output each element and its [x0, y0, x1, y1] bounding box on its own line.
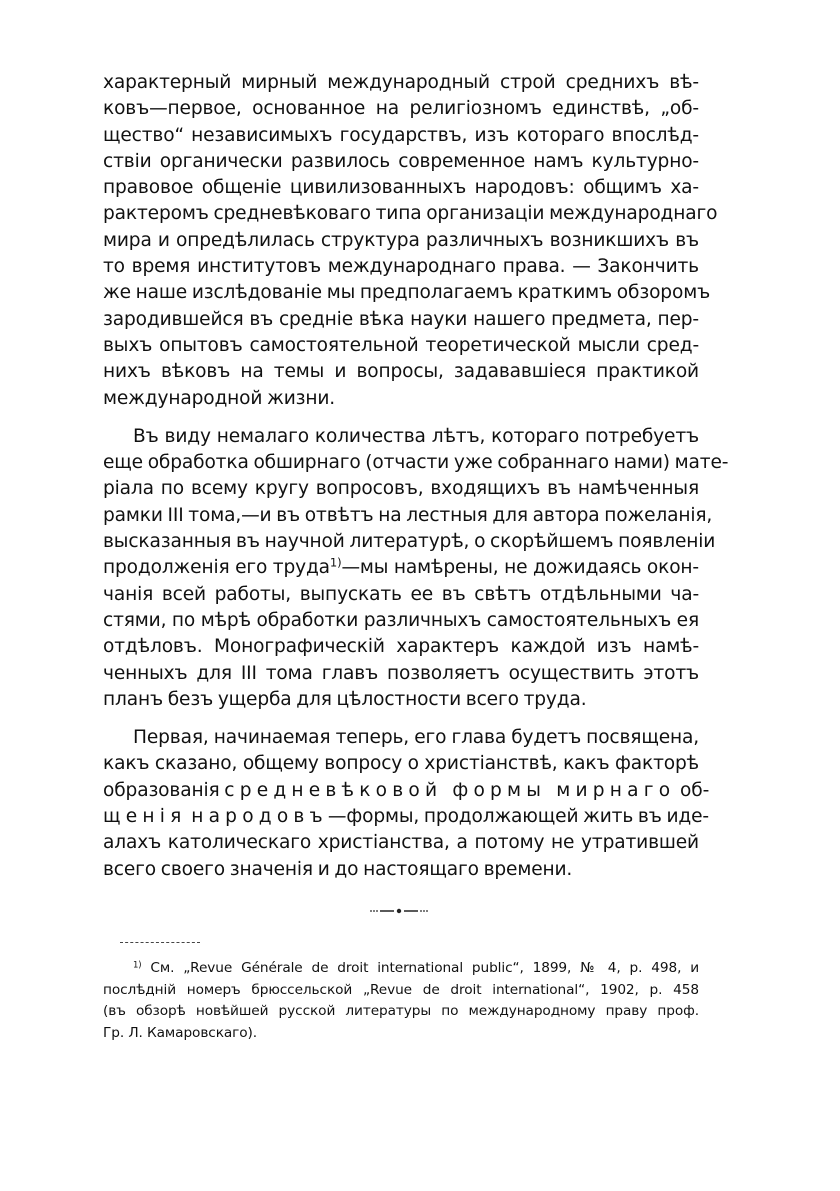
- paragraph-1: [103, 70, 718, 412]
- text-line: Первая, начинаемая теперь, его глава будетъ посвящена,: [133, 727, 699, 749]
- text-line-spaced: [103, 804, 709, 830]
- section-end-ornament: [368, 904, 430, 916]
- footnote-marker: 1): [133, 960, 142, 971]
- text-fragment: продолженія его труда: [103, 557, 330, 579]
- text-line: зародившейся въ средніе вѣка науки нашего предмета, пер-: [103, 308, 699, 330]
- text-line: высказанныя въ научной литературѣ, о скорѣйшемъ появленіи: [103, 531, 716, 553]
- paragraph-2: [103, 424, 729, 713]
- text-line: отдѣловъ. Монографическій характеръ каждой изъ намѣ-: [103, 636, 699, 658]
- footnote-line: Гр. Л. Камаровскаго).: [103, 1025, 258, 1042]
- text-line: стями, по мѣрѣ обработки различныхъ самостоятельныхъ ея: [103, 609, 699, 631]
- footnotes: [103, 958, 699, 1045]
- text-line: чанія всей работы, выпускать ее въ свѣтъ отдѣльными ча-: [103, 583, 699, 605]
- text-line: характерный мирный международный строй среднихъ вѣ-: [103, 72, 699, 93]
- text-line: же наше изслѣдованіе мы предполагаемъ краткимъ обзоромъ: [103, 282, 711, 304]
- text-fragment: —формы, продолжающей жить въ иде-: [327, 806, 709, 828]
- text-line: еще обработка обширнаго (отчасти уже собраннаго нами) мате-: [103, 452, 729, 474]
- ornament-icon: [368, 904, 430, 916]
- footnote-line: (въ обзорѣ новѣйшей русской литературы по международному праву проф.: [103, 1003, 699, 1020]
- text-line: планъ безъ ущерба для цѣлостности всего труда.: [103, 688, 587, 710]
- footnote-line: [103, 958, 699, 980]
- text-line: выхъ опытовъ самостоятельной теоретической мысли сред-: [103, 334, 699, 356]
- text-line: правовое общеніе цивилизованныхъ народовъ: общимъ ха-: [103, 177, 699, 199]
- text-line: мира и опредѣлилась структура различныхъ возникшихъ въ: [103, 229, 699, 251]
- footnote-divider: [120, 942, 200, 944]
- text-line-with-footnote: [103, 555, 699, 581]
- text-line: нихъ вѣковъ на темы и вопросы, задававшіеся практикой: [103, 361, 699, 383]
- spaced-emphasis: щенія: [103, 806, 187, 828]
- text-line: алахъ католическаго христіанства, а потому не утратившей: [103, 832, 699, 854]
- text-line: то время институтовъ международнаго права. — Закончить: [103, 256, 699, 278]
- text-fragment: —мы намѣрены, не дожидаясь окон-: [341, 557, 699, 579]
- text-line: рамки III тома,—и въ отвѣтъ на лестныя для автора пожеланія,: [103, 504, 713, 526]
- footnote-line: послѣдній номеръ брюссельской „Revue de droit international“, 1902, p. 458: [103, 981, 699, 998]
- text-line: щество“ независимыхъ государствъ, изъ котораго впослѣд-: [103, 124, 699, 146]
- footnote-reference[interactable]: 1): [329, 556, 342, 571]
- text-line-spaced: [103, 778, 710, 804]
- text-fragment: об-: [675, 779, 710, 801]
- text-line: какъ сказано, общему вопросу о христіанствѣ, какъ факторѣ: [103, 753, 699, 775]
- text-fragment: образованія: [103, 779, 220, 801]
- text-line: Въ виду немалаго количества лѣтъ, котораго потребуетъ: [133, 425, 699, 447]
- text-line: международной жизни.: [103, 387, 336, 409]
- page-body: [103, 70, 729, 883]
- text-line: рактеромъ средневѣковаго типа организаціи международнаго: [103, 203, 718, 225]
- text-line: ченныхъ для III тома главъ позволяетъ осуществить этотъ: [103, 662, 699, 684]
- spaced-emphasis: средневѣковой формы мирнаго: [224, 779, 676, 801]
- spaced-emphasis: народовъ: [191, 806, 328, 828]
- text-line: ріала по всему кругу вопросовъ, входящихъ въ намѣченныя: [103, 478, 699, 500]
- text-line: ковъ—первое, основанное на религіозномъ единствѣ, „об-: [103, 98, 699, 120]
- text-fragment: См. „Revue Générale de droit international public“, 1899, № 4, p. 498, и: [141, 960, 699, 976]
- text-line: ствіи органически развилось современное намъ культурно-: [103, 150, 699, 172]
- paragraph-3: [103, 725, 710, 883]
- text-line: всего своего значенія и до настоящаго времени.: [103, 858, 573, 880]
